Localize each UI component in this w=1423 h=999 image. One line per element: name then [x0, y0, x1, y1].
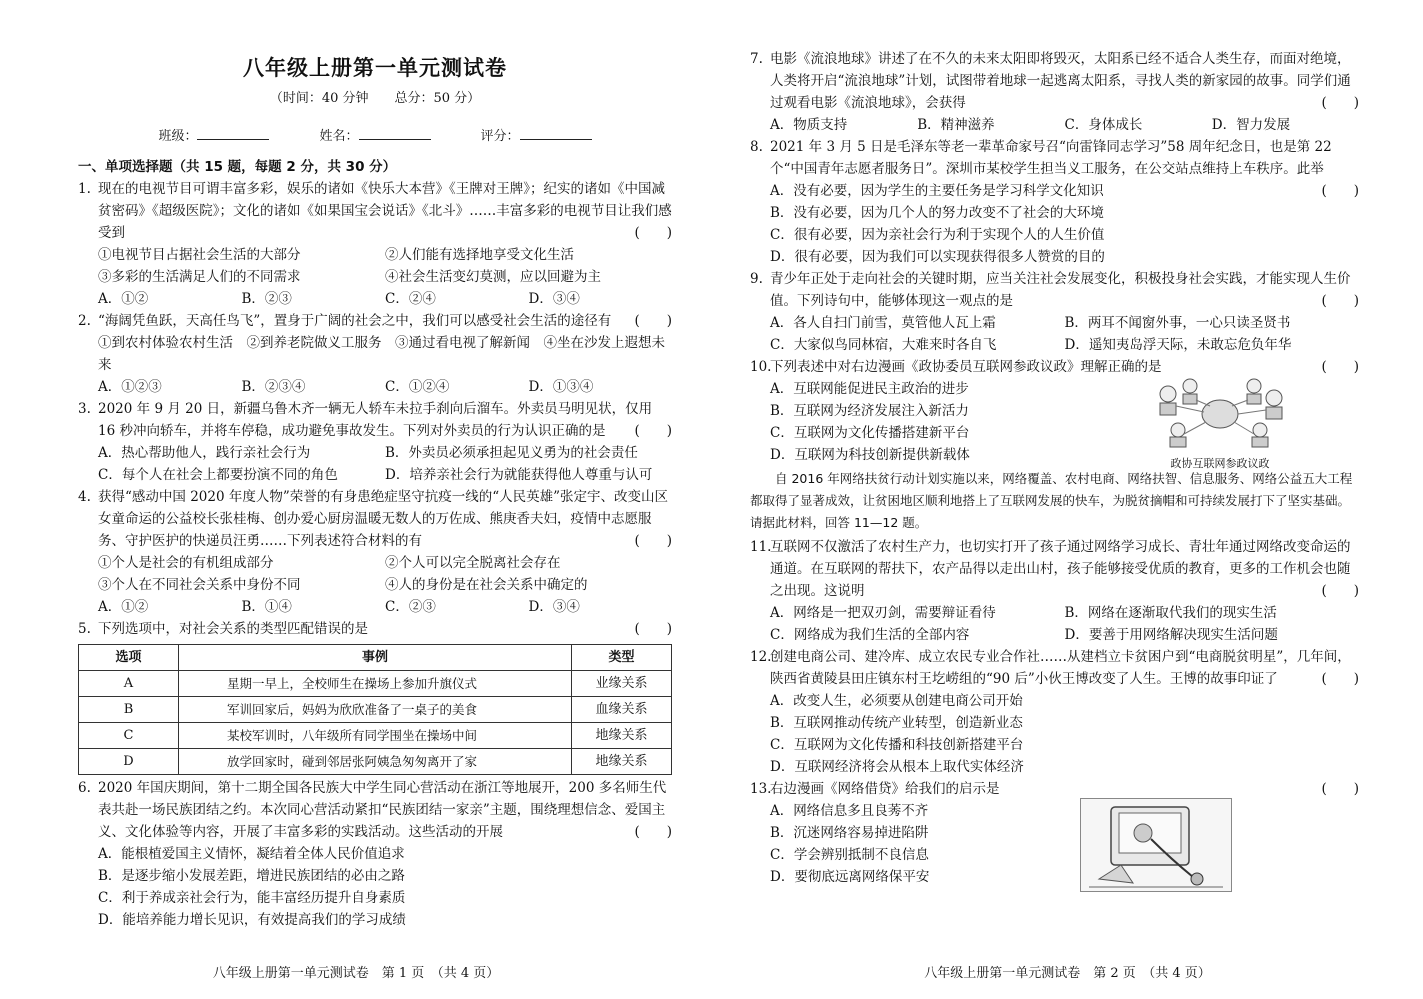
choice-b: B．互联网推动传统产业转型，创造新业态 [770, 715, 1023, 731]
choice-a: A．能根植爱国主义情怀，凝结着全体人民价值追求 [98, 846, 405, 862]
question-number: 8. [750, 139, 763, 155]
table-header-type: 类型 [572, 645, 672, 671]
type-cell: 业缘关系 [572, 671, 672, 697]
question-stem: 下列表述中对右边漫画《政协委员互联网参政议政》理解正确的是 ( ) [770, 356, 1359, 378]
answer-bracket: ( ) [634, 824, 672, 840]
example-cell: 放学回家时，碰到邻居张阿姨急匆匆离开了家 [179, 749, 572, 775]
choice-row [98, 596, 672, 618]
answer-bracket: ( ) [1321, 671, 1359, 687]
choice-c: C．②④ [385, 291, 436, 307]
choice-row [98, 464, 672, 486]
statement-row [98, 244, 672, 266]
statement-3: ③个人在不同社会关系中身份不同 [98, 577, 301, 593]
statement-1: ①个人是社会的有机组成部分 [98, 555, 274, 571]
answer-bracket: ( ) [1321, 781, 1359, 797]
section-heading: 一、单项选择题（共 15 题，每题 2 分，共 30 分） [78, 159, 397, 175]
choice-b: B．外卖员必须承担起见义勇为的社会责任 [385, 445, 638, 461]
choice-d: D．智力发展 [1211, 117, 1291, 133]
choice-d: D．③④ [528, 291, 580, 307]
statement-4: ④人的身份是在社会关系中确定的 [385, 577, 588, 593]
choice-a: A．互联网能促进民主政治的进步 [770, 381, 969, 397]
question-11 [750, 536, 1359, 646]
choice-row [770, 602, 1359, 624]
choice-d: D．要彻底远离网络保平安 [770, 869, 930, 885]
question-stem: 创建电商公司、建冷库、成立农民专业合作社……从建档立卡贫困户到“电商脱贫明星”，几年间，陕西省黄陵县田庄镇东村王圪崂组的“90 后”小伙王博改变了人生。王博的故事印证了 ( ) [770, 646, 1359, 690]
exam-title: 八年级上册第一单元测试卷 [243, 56, 507, 80]
question-12 [750, 646, 1359, 778]
reading-passage: 自 2016 年网络扶贫行动计划实施以来，网络覆盖、农村电商、网络扶智、信息服务、网络公益五大工程都取得了显著成效，让贫困地区顺利地搭上了互联网发展的快车，为脱贫摘帽和可持续发展打下了坚实基础。请据此材料，回答 11—12 题。 [750, 471, 1353, 530]
exam-subtitle: （时间：40 分钟 总分：50 分） [269, 91, 481, 106]
table-header-example: 事例 [179, 645, 572, 671]
student-info-row [78, 125, 672, 148]
answer-bracket: ( ) [634, 621, 672, 637]
option-cell: A [79, 671, 179, 697]
choice-d: D．③④ [528, 599, 580, 615]
choice-d: D．要善于用网络解决现实生活问题 [1064, 627, 1278, 643]
question-number: 12. [750, 649, 772, 665]
choice-c: C．大家似鸟同林宿，大难来时各自飞 [770, 337, 997, 353]
choice-d: D．互联网为科技创新提供新载体 [770, 447, 970, 463]
question-stem: 获得“感动中国 2020 年度人物”荣誉的有身患绝症坚守抗疫一线的“人民英雄”张定宇、改变山区女童命运的公益校长张桂梅、创办爱心厨房温暖无数人的万佐成、熊庚香夫妇，疫情中志愿服务、守护医护的快递员汪勇……下列表述符合材料的有 ( ) [98, 486, 672, 552]
choice-d: D．能培养能力增长见识，有效提高我们的学习成绩 [98, 912, 406, 928]
example-cell: 军训回家后，妈妈为欣欣准备了一桌子的美食 [179, 697, 572, 723]
question-stem: 互联网不仅激活了农村生产力，也切实打开了孩子通过网络学习成长、青壮年通过网络改变命运的通道。在互联网的帮扶下，农产品得以走出山村，孩子能够接受优质的教育，更多的工作机会也随之出现。这说明 ( ) [770, 536, 1359, 602]
answer-bracket: ( ) [1321, 95, 1359, 111]
relation-table [78, 644, 672, 775]
score-blank [520, 125, 592, 140]
question-stem: 2021 年 3 月 5 日是毛泽东等老一辈革命家号召“向雷锋同志学习”58 周年纪念日，也是第 22 个“中国青年志愿者服务日”。深圳市某校学生担当义工服务，在公交站点维持上车秩序。此举 ( ) [770, 136, 1359, 180]
question-stem: 现在的电视节目可谓丰富多彩，娱乐的诸如《快乐大本营》《王牌对王牌》；纪实的诸如《中国减贫密码》《超级医院》；文化的诸如《如果国宝会说话》《北斗》……丰富多彩的电视节目让我们感受到 ( ) [98, 178, 672, 244]
class-field [158, 125, 269, 148]
class-blank [197, 125, 269, 140]
question-number: 4. [78, 489, 91, 505]
question-stem: 2020 年国庆期间，第十二期全国各民族大中学生同心营活动在浙江等地展开，200 多名师生代表共赴一场民族团结之约。本次同心营活动紧扣“民族团结一家亲”主题，围绕理想信念、爱国主义、文化体验等内容，开展了丰富多彩的实践活动。这些活动的开展 ( ) [98, 777, 672, 843]
answer-bracket: ( ) [1321, 183, 1359, 199]
page-footer: 八年级上册第一单元测试卷 第 2 页 （共 4 页） [924, 966, 1211, 981]
choice-a: A．网络是一把双刃剑，需要辩证看待 [770, 605, 996, 621]
cartoon-illustration-icon [1081, 799, 1231, 891]
question-4 [78, 486, 672, 618]
question-number: 3. [78, 401, 91, 417]
table-header-option: 选项 [79, 645, 179, 671]
question-number: 11. [750, 539, 772, 555]
example-cell: 某校军训时，八年级所有同学围坐在操场中间 [179, 723, 572, 749]
table-row [79, 697, 672, 723]
question-9 [750, 268, 1359, 356]
choice-b: B．精神滋养 [917, 117, 995, 133]
cartoon-caption: 政协互联网参政议政 [1170, 457, 1270, 470]
answer-bracket: ( ) [634, 533, 672, 549]
score-label: 评分： [480, 129, 520, 144]
choice-d: D．培养亲社会行为就能获得他人尊重与认可 [385, 467, 653, 483]
question-3 [78, 398, 672, 486]
choice-c: C．①②④ [385, 379, 450, 395]
name-blank [359, 125, 431, 140]
cartoon-online-lending [1080, 798, 1232, 892]
question-number: 1. [78, 181, 91, 197]
question-number: 9. [750, 271, 763, 287]
cartoon-illustration-icon [1150, 376, 1290, 448]
choice-a: A．没有必要，因为学生的主要任务是学习科学文化知识 [770, 183, 1104, 199]
question-number: 7. [750, 51, 763, 67]
table-header-row [79, 645, 672, 671]
question-6 [78, 777, 672, 931]
choice-c: C．网络成为我们生活的全部内容 [770, 627, 970, 643]
choice-d: D．互联网经济将会从根本上取代实体经济 [770, 759, 1024, 775]
statement-3: ③多彩的生活满足人们的不同需求 [98, 269, 301, 285]
choice-c: C．②③ [385, 599, 436, 615]
choice-a: A．各人自扫门前雪，莫管他人瓦上霜 [770, 315, 996, 331]
type-cell: 地缘关系 [572, 723, 672, 749]
choice-d: D．遥知夷岛浮天际，未敢忘危负年华 [1064, 337, 1292, 353]
answer-bracket: ( ) [634, 423, 672, 439]
question-2 [78, 310, 672, 398]
choice-row [98, 442, 672, 464]
choice-a: A．①② [98, 291, 149, 307]
choice-b: B．沉迷网络容易掉进陷阱 [770, 825, 929, 841]
choice-c: C．学会辨别抵制不良信息 [770, 847, 929, 863]
choice-b: B．①④ [241, 599, 292, 615]
choice-b: B．②③④ [241, 379, 306, 395]
table-row [79, 723, 672, 749]
page-footer: 八年级上册第一单元测试卷 第 1 页 （共 4 页） [212, 966, 500, 981]
question-number: 13. [750, 781, 772, 797]
question-stem: 2020 年 9 月 20 日，新疆乌鲁木齐一辆无人轿车未拉手刹向后溜车。外卖员马明见状，仅用 16 秒冲向轿车，并将车停稳，成功避免事故发生。下列对外卖员的行为认识正确的是 ( ) [98, 398, 672, 442]
choice-a: A．①②③ [98, 379, 162, 395]
choice-row [98, 376, 672, 398]
question-number: 2. [78, 313, 91, 329]
choice-c: C．互联网为文化传播和科技创新搭建平台 [770, 737, 1024, 753]
question-stem: 青少年正处于走向社会的关键时期，应当关注社会发展变化，积极投身社会实践，才能实现人生价值。下列诗句中，能够体现这一观点的是 ( ) [770, 268, 1359, 312]
answer-bracket: ( ) [1321, 583, 1359, 599]
choice-a: A．物质支持 [770, 117, 848, 133]
choice-b: B．网络在逐渐取代我们的现实生活 [1064, 605, 1277, 621]
choice-b: B．互联网为经济发展注入新活力 [770, 403, 969, 419]
choice-b: B．两耳不闻窗外事，一心只读圣贤书 [1064, 315, 1291, 331]
option-cell: D [79, 749, 179, 775]
statement-row [98, 574, 672, 596]
class-label: 班级： [158, 129, 198, 144]
choice-row [770, 624, 1359, 646]
statement-4: ④社会生活变幻莫测，应以回避为主 [385, 269, 601, 285]
question-10 [750, 356, 1359, 470]
type-cell: 血缘关系 [572, 697, 672, 723]
table-row [79, 671, 672, 697]
question-7 [750, 48, 1359, 136]
statement-1: ①电视节目占据社会生活的大部分 [98, 247, 301, 263]
question-number: 5. [78, 621, 91, 637]
choice-c: C．身体成长 [1064, 117, 1143, 133]
question-stem: 下列选项中，对社会关系的类型匹配错误的是 ( ) [98, 618, 672, 640]
question-number: 10. [750, 359, 772, 375]
question-stem: 电影《流浪地球》讲述了在不久的未来太阳即将毁灭，太阳系已经不适合人类生存，而面对绝境，人类将开启“流浪地球”计划，试图带着地球一起逃离太阳系，寻找人类的新家园的故事。同学们通过观看电影《流浪地球》，会获得 ( ) [770, 48, 1359, 114]
choice-a: A．网络信息多且良莠不齐 [770, 803, 929, 819]
example-cell: 星期一早上，全校师生在操场上参加升旗仪式 [179, 671, 572, 697]
choice-row [770, 312, 1359, 334]
question-1 [78, 178, 672, 310]
question-stem: “海阔凭鱼跃，天高任鸟飞”，置身于广阔的社会之中，我们可以感受社会生活的途径有 ( ) [98, 310, 672, 332]
statements: ①到农村体验农村生活 ②到养老院做义工服务 ③通过看电视了解新闻 ④坐在沙发上遐想未来 [98, 335, 665, 373]
statement-2: ②人们能有选择地享受文化生活 [385, 247, 574, 263]
name-label: 姓名： [319, 129, 359, 144]
choice-row [770, 114, 1359, 136]
statement-row [98, 266, 672, 288]
question-8 [750, 136, 1359, 268]
name-field [319, 125, 430, 148]
choice-d: D．很有必要，因为我们可以实现获得很多人赞赏的目的 [770, 249, 1105, 265]
choice-a: A．改变人生，必须要从创建电商公司开始 [770, 693, 1023, 709]
choice-row [770, 334, 1359, 356]
answer-bracket: ( ) [1321, 293, 1359, 309]
statement-row [98, 552, 672, 574]
choice-a: A．①② [98, 599, 149, 615]
cartoon-internet-politics [1150, 376, 1290, 468]
answer-bracket: ( ) [634, 313, 672, 329]
type-cell: 地缘关系 [572, 749, 672, 775]
choice-c: C．很有必要，因为亲社会行为利于实现个人的人生价值 [770, 227, 1105, 243]
page-2 [712, 0, 1423, 999]
choice-d: D．①③④ [528, 379, 594, 395]
choice-b: B．②③ [241, 291, 292, 307]
question-number: 6. [78, 780, 91, 796]
question-stem: 右边漫画《网络借贷》给我们的启示是 ( ) [770, 778, 1359, 800]
choice-c: C．互联网为文化传播搭建新平台 [770, 425, 970, 441]
statement-2: ②个人可以完全脱离社会存在 [385, 555, 561, 571]
table-row [79, 749, 672, 775]
choice-row [98, 288, 672, 310]
choice-b: B．是逐步缩小发展差距，增进民族团结的必由之路 [98, 868, 405, 884]
question-5 [78, 618, 672, 640]
choice-a: A．热心帮助他人，践行亲社会行为 [98, 445, 311, 461]
choice-c: C．利于养成亲社会行为，能丰富经历提升自身素质 [98, 890, 406, 906]
score-field [481, 125, 592, 148]
option-cell: C [79, 723, 179, 749]
question-13 [750, 778, 1359, 888]
choice-c: C．每个人在社会上都要扮演不同的角色 [98, 467, 338, 483]
answer-bracket: ( ) [634, 225, 672, 241]
choice-b: B．没有必要，因为几个人的努力改变不了社会的大环境 [770, 205, 1104, 221]
answer-bracket: ( ) [1321, 359, 1359, 375]
option-cell: B [79, 697, 179, 723]
